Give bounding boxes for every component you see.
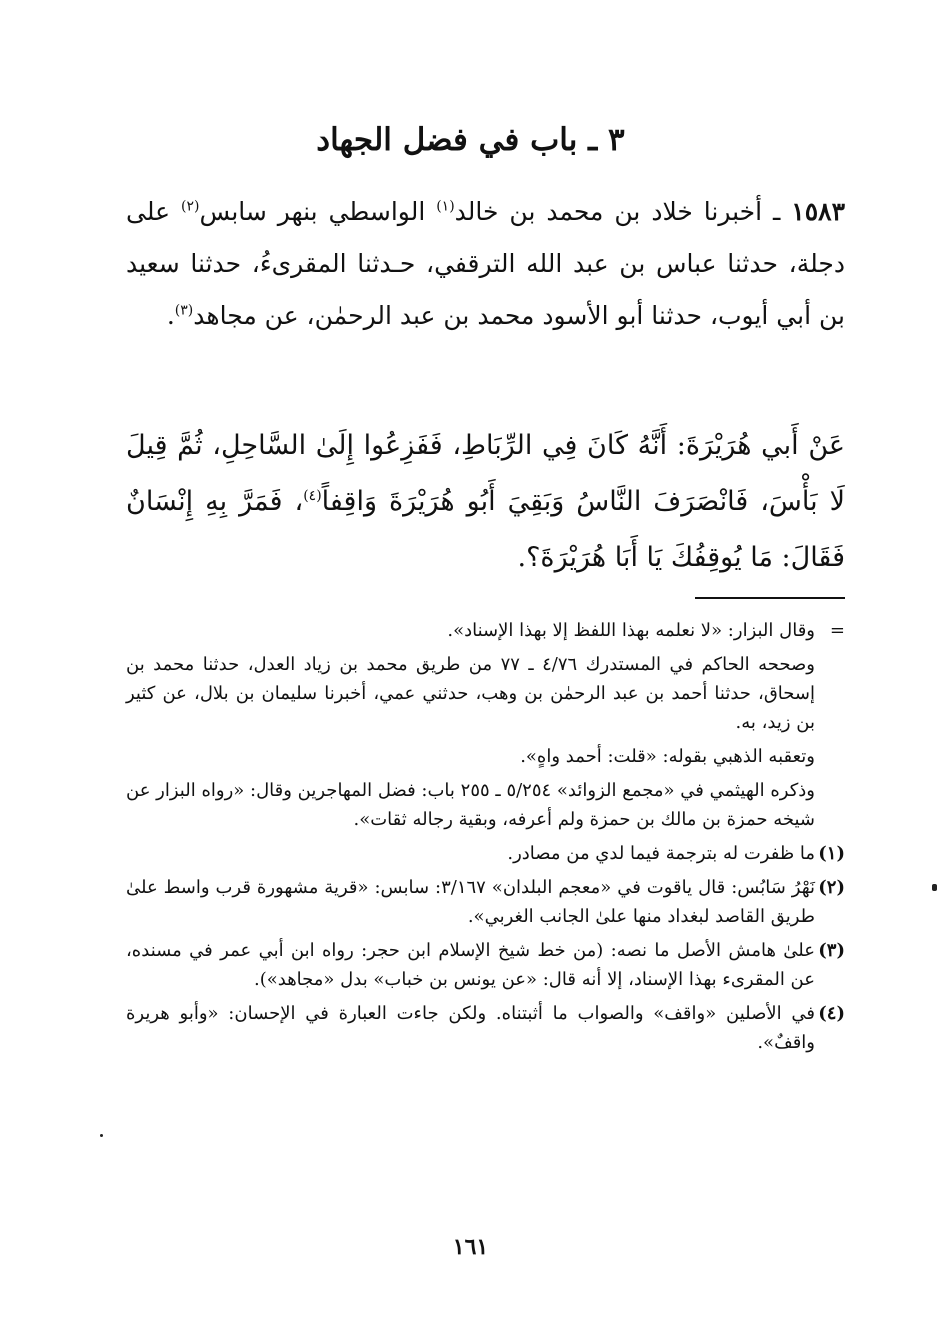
footnote-text: نَهْرُ سَابُس: قال ياقوت في «معجم البلدان» ٣/١٦٧: سابس: «قرية مشهورة قرب واسط علىٰ طريق القاصد لبغداد منها علىٰ الجانب الغربي». (126, 877, 815, 927)
footnote-ref-1[interactable]: (١) (436, 198, 455, 215)
scan-speck (932, 884, 937, 891)
footnote-text: علىٰ هامش الأصل ما نصه: (من خط شيخ الإسلام ابن حجر: رواه ابن أبي عمر في مسنده، عن المقرىء بهذا الإسناد، إلا أنه قال: «عن يونس بن خباب» بدل «مجاهد»). (126, 940, 815, 990)
footnote-text: في الأصلين «واقف» والصواب ما أثبتناه. ولكن جاءت العبارة في الإحسان: «وأبو هريرة واقفٌ». (126, 1003, 815, 1053)
hadith-number: ١٥٨٣ (791, 197, 845, 226)
footnote-divider (695, 597, 845, 599)
footnote-4 (126, 999, 845, 1057)
footnote-text: ما ظفرت له بترجمة فيما لدي من مصادر. (507, 843, 815, 864)
continuation-line-3: وتعقبه الذهبي بقوله: «قلت: أحمد واهٍ». (520, 746, 815, 767)
isnad-part-1: أخبرنا خلاد بن محمد بن خالد (454, 197, 763, 226)
footnote-number: (٣) (818, 940, 845, 961)
footnote-number: (١) (818, 843, 845, 864)
matn-part-1: عَنْ أَبي هُرَيْرَةَ: أَنَّهُ كَانَ فِي الرِّبَاطِ، فَفَزِعُوا إِلَىٰ السَّاحِلِ، ثُمَّ قِيلَ لَا بَأْسَ، فَانْصَرَفَ النَّاسُ وَبَقِيَ أَبُو هُرَيْرَةَ وَاقِفاً (126, 430, 846, 517)
page-number: ١٦١ (452, 1234, 489, 1260)
isnad-part-3: على دجلة، حدثنا عباس بن عبد الله الترقفي، حـدثنا المقرىءُ، حدثنا سعيد بن أبي أيوب، حدثنا أبو الأسود محمد بن عبد الرحمٰن، عن مجاهد (126, 197, 845, 330)
footnote-ref-2[interactable]: (٢) (180, 198, 200, 215)
footnote-number: (٢) (818, 877, 845, 898)
footnotes-section (126, 616, 845, 1062)
hadith-number-separator: ـ (762, 197, 792, 226)
footnote-number: (٤) (818, 1003, 845, 1024)
footnote-ref-3[interactable]: (٣) (174, 302, 194, 319)
continuation-line-2: وصححه الحاكم في المستدرك ٤/٧٦ ـ ٧٧ من طريق محمد بن زياد العدل، حدثنا محمد بن إسحاق، حدثنا أحمد بن عبد الرحمٰن بن وهب، حدثني عمي، أخبرنا سليمان بن بلال، عن كثير بن زيد، به. (126, 654, 815, 733)
hadith-matn (126, 418, 845, 586)
footnote-3 (126, 936, 845, 994)
isnad-part-2: الواسطي بنهر سابس (199, 197, 437, 226)
matn-part-2: ، فَمَرَّ بِهِ إِنْسَانٌ فَقَالَ: مَا يُوقِفُكَ يَا أَبَا هُرَيْرَةَ؟. (126, 486, 845, 573)
footnote-2 (126, 873, 845, 931)
continuation-line-1: =وقال البزار: «لا نعلمه بهذا اللفظ إلا بهذا الإسناد». (126, 616, 845, 645)
footnote-1 (126, 839, 845, 868)
continuation-line-4: وذكره الهيثمي في «مجمع الزوائد» ٥/٢٥٤ ـ ٢٥٥ باب: فضل المهاجرين وقال: «رواه البزار عن شيخه حمزة بن مالك بن حمزة ولم أعرفه، وبقية رجاله ثقات». (126, 780, 815, 830)
footnote-ref-4[interactable]: (٤) (303, 488, 322, 504)
scan-speck (100, 1134, 103, 1137)
hadith-isnad (126, 186, 845, 342)
continuation-marker: = (829, 620, 845, 641)
chapter-title: ٣ ـ باب في فضل الجهاد (316, 122, 625, 158)
isnad-end: . (166, 301, 175, 330)
